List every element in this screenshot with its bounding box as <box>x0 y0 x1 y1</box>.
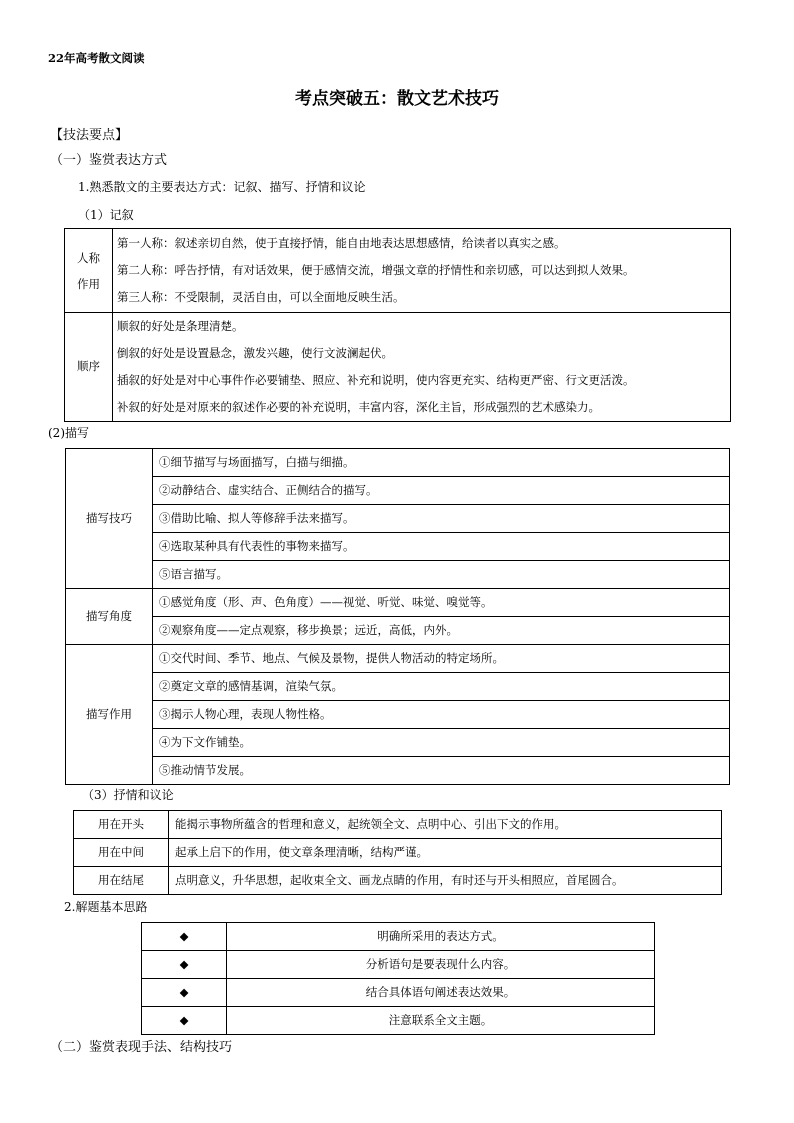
label-line: 顺序 <box>77 359 100 374</box>
steps-table <box>141 922 655 1035</box>
table-cell-text: 第二人称：呼告抒情，有对话效果，便于感情交流，增强文章的抒情性和亲切感，可以达到拟人效果。 <box>117 263 635 277</box>
table-cell-text: 倒叙的好处是设置悬念，激发兴趣，使行文波澜起伏。 <box>117 346 393 360</box>
table-row <box>66 645 730 673</box>
table-cell-text: ⑤语言描写。 <box>153 561 730 589</box>
description-label: 描写角度 <box>66 589 153 645</box>
narration-content-person <box>113 229 731 313</box>
table-row <box>66 505 730 533</box>
description-label: 描写技巧 <box>66 449 153 589</box>
part2-heading: （二）鉴赏表现手法、结构技巧 <box>50 1040 233 1055</box>
part1-heading: （一）鉴赏表达方式 <box>50 153 168 168</box>
table-cell-text: 起承上启下的作用，使文章条理清晰，结构严谨。 <box>169 839 722 867</box>
header-label: 22年高考散文阅读 <box>48 51 145 65</box>
bullet-icon: ◆ <box>142 923 227 951</box>
narration-table <box>64 228 731 422</box>
table-cell-text: ①感觉角度（形、声、色角度）——视觉、听觉、味觉、嗅觉等。 <box>153 589 730 617</box>
table-cell-text: ②观察角度——定点观察，移步换景；远近，高低，内外。 <box>153 617 730 645</box>
table-cell-text: 插叙的好处是对中心事件作必要铺垫、照应、补充和说明，使内容更充实、结构更严密、行文更活泼。 <box>117 373 635 387</box>
table-row <box>66 673 730 701</box>
table-row <box>65 313 731 422</box>
table-cell-text: ②奠定文章的感情基调，渲染气氛。 <box>153 673 730 701</box>
table-row <box>66 589 730 617</box>
table-cell-text: 点明意义，升华思想，起收束全文、画龙点睛的作用，有时还与开头相照应，首尾圆合。 <box>169 867 722 895</box>
item1-heading: 1.熟悉散文的主要表达方式：记叙、描写、抒情和议论 <box>78 180 366 194</box>
bullet-icon: ◆ <box>142 1007 227 1035</box>
table-row <box>66 617 730 645</box>
table-cell-text: 分析语句是要表现什么内容。 <box>227 951 655 979</box>
sub2-heading: (2)描写 <box>48 426 89 440</box>
label-line: 作用 <box>77 276 100 291</box>
key-points-heading: 【技法要点】 <box>50 128 129 143</box>
lyric-label: 用在开头 <box>74 811 169 839</box>
table-row <box>74 811 722 839</box>
table-cell-text: 结合具体语句阐述表达效果。 <box>227 979 655 1007</box>
table-cell-text: ④选取某种具有代表性的事物来描写。 <box>153 533 730 561</box>
lyric-table <box>73 810 722 895</box>
table-cell-text: 能揭示事物所蕴含的哲理和意义，起统领全文、点明中心、引出下文的作用。 <box>169 811 722 839</box>
table-row <box>66 561 730 589</box>
table-row <box>142 1007 655 1035</box>
table-row <box>66 449 730 477</box>
table-cell-text: ②动静结合、虚实结合、正侧结合的描写。 <box>153 477 730 505</box>
table-cell-text: 第一人称：叙述亲切自然，使于直接抒情，能自由地表达思想感情，给读者以真实之感。 <box>117 236 566 250</box>
table-cell-text: ①细节描写与场面描写，白描与细描。 <box>153 449 730 477</box>
table-cell-text: 第三人称：不受限制，灵活自由，可以全面地反映生活。 <box>117 290 405 304</box>
table-cell-text: 顺叙的好处是条理清楚。 <box>117 319 244 333</box>
narration-label-person <box>65 229 113 313</box>
description-table <box>65 448 730 785</box>
table-cell-text: ①交代时间、季节、地点、气候及景物，提供人物活动的特定场所。 <box>153 645 730 673</box>
label-line: 人称 <box>77 250 100 265</box>
table-cell-text: ④为下文作铺垫。 <box>153 729 730 757</box>
table-row <box>66 533 730 561</box>
table-row <box>66 701 730 729</box>
item2-heading: 2.解题基本思路 <box>64 900 148 914</box>
table-cell-text: 注意联系全文主题。 <box>227 1007 655 1035</box>
table-cell-text: ⑤推动情节发展。 <box>153 757 730 785</box>
table-row <box>74 867 722 895</box>
sub3-heading: （3）抒情和议论 <box>82 788 174 802</box>
description-label: 描写作用 <box>66 645 153 785</box>
table-row <box>66 757 730 785</box>
table-row <box>74 839 722 867</box>
table-cell-text: ③借助比喻、拟人等修辞手法来描写。 <box>153 505 730 533</box>
table-row <box>66 477 730 505</box>
table-cell-text: ③揭示人物心理，表现人物性格。 <box>153 701 730 729</box>
table-cell-text: 补叙的好处是对原来的叙述作必要的补充说明，丰富内容，深化主旨，形成强烈的艺术感染力。 <box>117 400 600 414</box>
table-row <box>66 729 730 757</box>
lyric-label: 用在结尾 <box>74 867 169 895</box>
table-cell-text: 明确所采用的表达方式。 <box>227 923 655 951</box>
bullet-icon: ◆ <box>142 951 227 979</box>
narration-label-order <box>65 313 113 422</box>
table-row <box>142 951 655 979</box>
bullet-icon: ◆ <box>142 979 227 1007</box>
sub1-heading: （1）记叙 <box>78 208 134 222</box>
narration-content-order <box>113 313 731 422</box>
table-row <box>142 923 655 951</box>
table-row <box>142 979 655 1007</box>
page-title: 考点突破五：散文艺术技巧 <box>295 89 499 109</box>
lyric-label: 用在中间 <box>74 839 169 867</box>
table-row <box>65 229 731 313</box>
